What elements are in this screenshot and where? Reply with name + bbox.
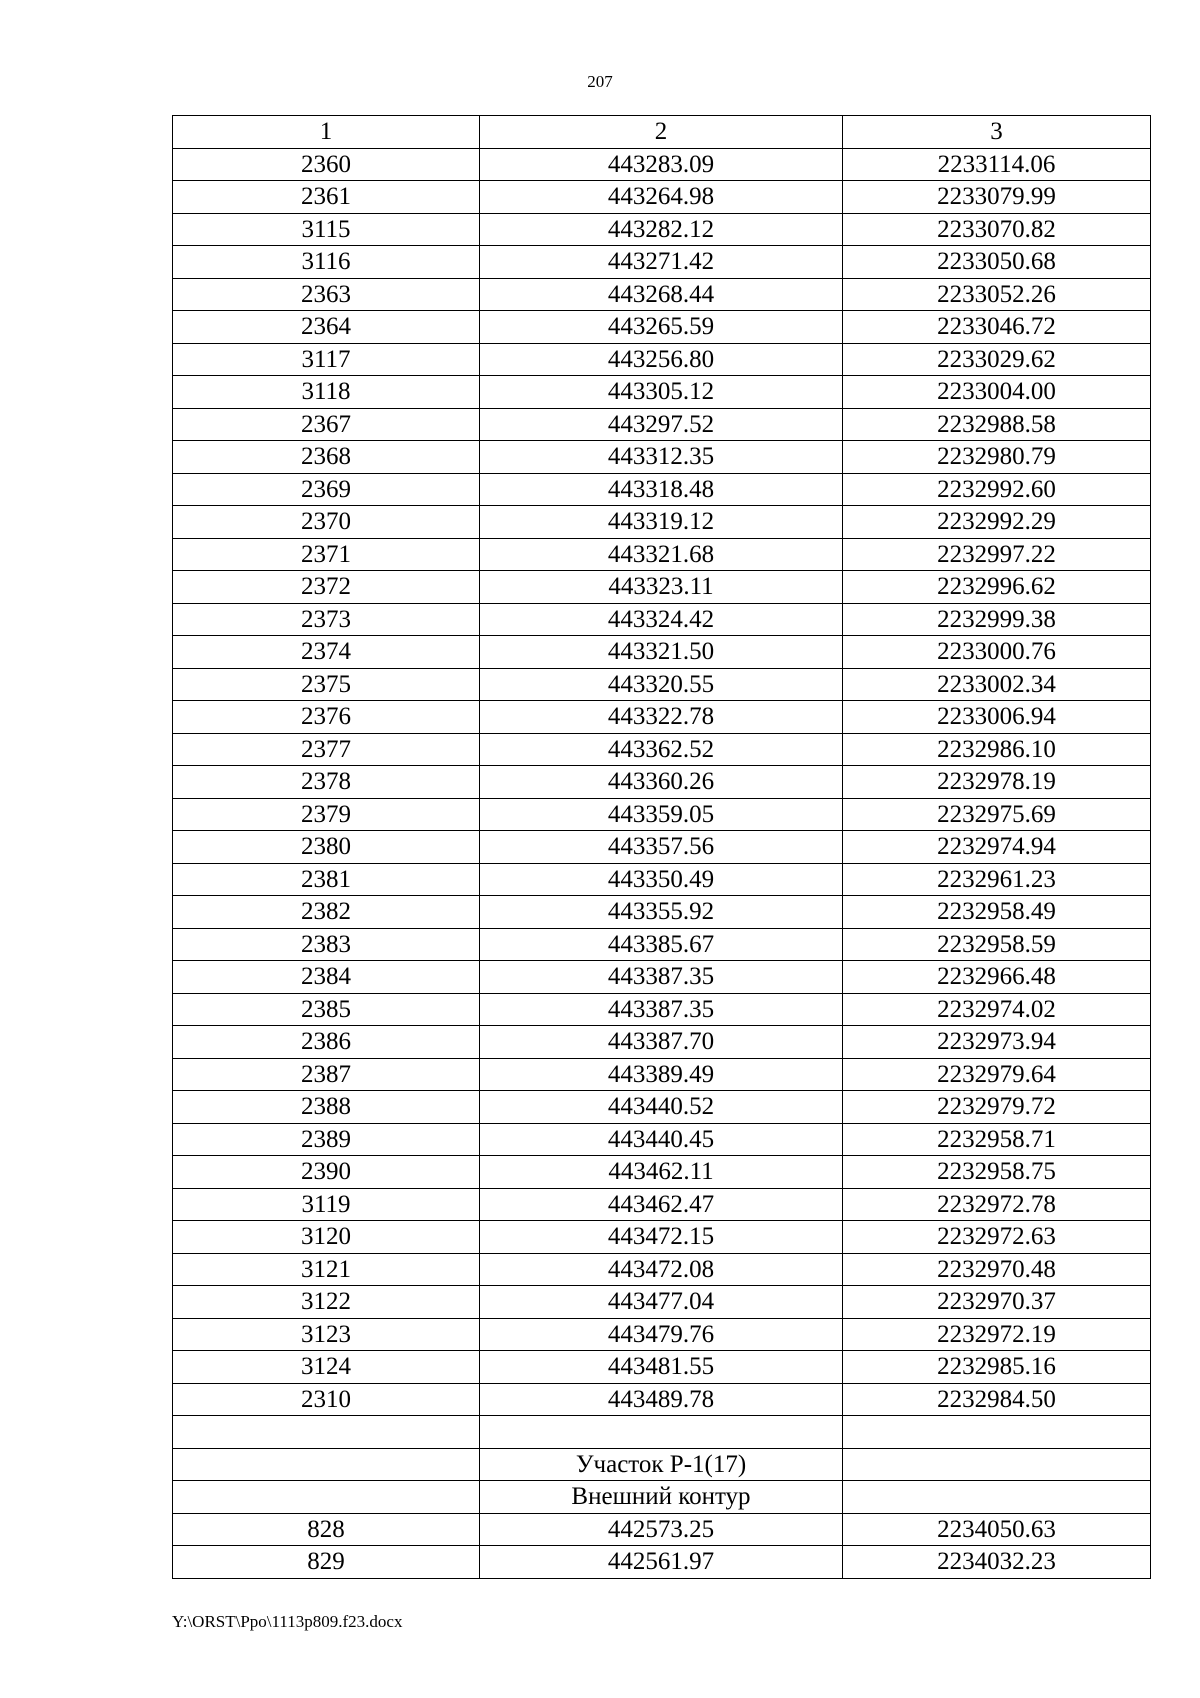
cell-y-coordinate: 2232966.48 [843,961,1151,994]
table-row [173,701,1151,734]
cell-y-coordinate: 2233052.26 [843,278,1151,311]
cell-y-coordinate: 2232988.58 [843,408,1151,441]
cell-x-coordinate: Внешний контур [480,1481,843,1514]
cell-point-number [173,1416,480,1449]
cell-x-coordinate: 443357.56 [480,831,843,864]
cell-y-coordinate: 2232992.60 [843,473,1151,506]
cell-point-number: 3124 [173,1351,480,1384]
table-row [173,473,1151,506]
cell-y-coordinate: 2232985.16 [843,1351,1151,1384]
cell-point-number: 3117 [173,343,480,376]
cell-point-number: 2380 [173,831,480,864]
cell-y-coordinate: 2233002.34 [843,668,1151,701]
table-row [173,1123,1151,1156]
cell-x-coordinate: 443324.42 [480,603,843,636]
cell-y-coordinate: 2233046.72 [843,311,1151,344]
cell-point-number: 3120 [173,1221,480,1254]
cell-y-coordinate: 2232958.59 [843,928,1151,961]
table-row [173,1091,1151,1124]
cell-y-coordinate: 2234050.63 [843,1513,1151,1546]
table-header-row [173,116,1151,149]
cell-x-coordinate [480,1416,843,1449]
cell-x-coordinate: 443271.42 [480,246,843,279]
cell-y-coordinate: 2232973.94 [843,1026,1151,1059]
cell-point-number: 2310 [173,1383,480,1416]
cell-x-coordinate: 443264.98 [480,181,843,214]
cell-y-coordinate: 2233000.76 [843,636,1151,669]
cell-y-coordinate: 2232996.62 [843,571,1151,604]
cell-point-number: 3115 [173,213,480,246]
cell-y-coordinate: 2232974.94 [843,831,1151,864]
cell-y-coordinate: 2232958.49 [843,896,1151,929]
cell-x-coordinate: 443323.11 [480,571,843,604]
cell-point-number: 3116 [173,246,480,279]
table-row [173,1188,1151,1221]
table-body [173,116,1151,1579]
cell-x-coordinate: 443440.52 [480,1091,843,1124]
table-row [173,831,1151,864]
table-row [173,766,1151,799]
cell-x-coordinate: 443283.09 [480,148,843,181]
cell-x-coordinate: 443359.05 [480,798,843,831]
cell-point-number: 828 [173,1513,480,1546]
table-row [173,961,1151,994]
table-row [173,993,1151,1026]
table-row [173,148,1151,181]
cell-point-number: 2361 [173,181,480,214]
cell-point-number: 2388 [173,1091,480,1124]
cell-point-number: 2385 [173,993,480,1026]
cell-x-coordinate: 443297.52 [480,408,843,441]
cell-point-number: 2374 [173,636,480,669]
cell-y-coordinate: 2232974.02 [843,993,1151,1026]
cell-point-number: 2383 [173,928,480,961]
cell-x-coordinate: 443321.50 [480,636,843,669]
cell-y-coordinate: 2232986.10 [843,733,1151,766]
cell-x-coordinate: 443320.55 [480,668,843,701]
cell-y-coordinate [843,1481,1151,1514]
table-row [173,246,1151,279]
cell-x-coordinate: 443305.12 [480,376,843,409]
cell-x-coordinate: 443282.12 [480,213,843,246]
cell-y-coordinate: 2232997.22 [843,538,1151,571]
cell-x-coordinate: 443319.12 [480,506,843,539]
cell-point-number: 2389 [173,1123,480,1156]
cell-y-coordinate: 2233006.94 [843,701,1151,734]
cell-y-coordinate: 2232958.75 [843,1156,1151,1189]
table-row [173,1416,1151,1449]
cell-y-coordinate: 2232979.64 [843,1058,1151,1091]
cell-x-coordinate: 443321.68 [480,538,843,571]
cell-x-coordinate: 443489.78 [480,1383,843,1416]
cell-y-coordinate: 2232999.38 [843,603,1151,636]
table-row [173,863,1151,896]
table-row [173,1286,1151,1319]
header-cell-y: 3 [843,116,1151,149]
table-row [173,1058,1151,1091]
cell-y-coordinate: 2232984.50 [843,1383,1151,1416]
cell-y-coordinate: 2233070.82 [843,213,1151,246]
cell-y-coordinate: 2232975.69 [843,798,1151,831]
cell-point-number [173,1448,480,1481]
coordinates-table [172,115,1151,1579]
cell-point-number: 2364 [173,311,480,344]
cell-y-coordinate: 2233029.62 [843,343,1151,376]
table-row [173,1318,1151,1351]
cell-x-coordinate: 443440.45 [480,1123,843,1156]
cell-point-number: 2376 [173,701,480,734]
cell-x-coordinate: 442561.97 [480,1546,843,1579]
cell-x-coordinate: 443472.08 [480,1253,843,1286]
cell-point-number: 2371 [173,538,480,571]
cell-x-coordinate: 443387.70 [480,1026,843,1059]
table-row [173,928,1151,961]
cell-point-number: 3118 [173,376,480,409]
cell-point-number: 2367 [173,408,480,441]
cell-x-coordinate: 443479.76 [480,1318,843,1351]
table-row [173,181,1151,214]
cell-y-coordinate: 2233079.99 [843,181,1151,214]
table-row [173,1383,1151,1416]
cell-point-number: 2370 [173,506,480,539]
table-row [173,506,1151,539]
cell-point-number: 2377 [173,733,480,766]
cell-y-coordinate: 2232970.37 [843,1286,1151,1319]
table-row [173,311,1151,344]
cell-point-number: 2387 [173,1058,480,1091]
cell-x-coordinate: 443462.11 [480,1156,843,1189]
cell-y-coordinate: 2233114.06 [843,148,1151,181]
cell-y-coordinate: 2232972.19 [843,1318,1151,1351]
cell-x-coordinate: 443350.49 [480,863,843,896]
table-row [173,1481,1151,1514]
cell-x-coordinate: 443362.52 [480,733,843,766]
cell-point-number: 2382 [173,896,480,929]
cell-y-coordinate [843,1448,1151,1481]
cell-point-number: 2375 [173,668,480,701]
cell-point-number: 2384 [173,961,480,994]
cell-point-number: 2381 [173,863,480,896]
table-row [173,1351,1151,1384]
table-row [173,1221,1151,1254]
table-row [173,213,1151,246]
cell-y-coordinate: 2232992.29 [843,506,1151,539]
cell-point-number: 829 [173,1546,480,1579]
cell-y-coordinate: 2232970.48 [843,1253,1151,1286]
cell-point-number: 2372 [173,571,480,604]
cell-y-coordinate: 2232980.79 [843,441,1151,474]
cell-point-number: 2373 [173,603,480,636]
cell-x-coordinate: Участок Р-1(17) [480,1448,843,1481]
cell-x-coordinate: 442573.25 [480,1513,843,1546]
table-row [173,798,1151,831]
table-row [173,1026,1151,1059]
cell-x-coordinate: 443462.47 [480,1188,843,1221]
cell-x-coordinate: 443387.35 [480,961,843,994]
cell-x-coordinate: 443389.49 [480,1058,843,1091]
cell-y-coordinate: 2232961.23 [843,863,1151,896]
table-row [173,1156,1151,1189]
cell-point-number: 2369 [173,473,480,506]
cell-y-coordinate: 2233050.68 [843,246,1151,279]
cell-y-coordinate: 2232978.19 [843,766,1151,799]
cell-point-number: 2360 [173,148,480,181]
cell-x-coordinate: 443385.67 [480,928,843,961]
cell-point-number: 2390 [173,1156,480,1189]
cell-x-coordinate: 443355.92 [480,896,843,929]
cell-x-coordinate: 443318.48 [480,473,843,506]
cell-x-coordinate: 443322.78 [480,701,843,734]
cell-point-number: 2379 [173,798,480,831]
header-cell-point: 1 [173,116,480,149]
cell-y-coordinate [843,1416,1151,1449]
cell-point-number: 3122 [173,1286,480,1319]
table-row [173,1448,1151,1481]
cell-x-coordinate: 443477.04 [480,1286,843,1319]
cell-point-number: 3119 [173,1188,480,1221]
cell-y-coordinate: 2234032.23 [843,1546,1151,1579]
table-row [173,571,1151,604]
table-row [173,733,1151,766]
footer-file-path: Y:\ORST\Ppo\1113p809.f23.docx [172,1612,403,1631]
table-row [173,408,1151,441]
cell-x-coordinate: 443360.26 [480,766,843,799]
cell-point-number: 2368 [173,441,480,474]
cell-x-coordinate: 443472.15 [480,1221,843,1254]
table-row [173,1253,1151,1286]
table-row [173,441,1151,474]
table-row [173,636,1151,669]
cell-x-coordinate: 443312.35 [480,441,843,474]
cell-x-coordinate: 443481.55 [480,1351,843,1384]
cell-x-coordinate: 443268.44 [480,278,843,311]
cell-point-number: 2363 [173,278,480,311]
table-row [173,668,1151,701]
cell-x-coordinate: 443387.35 [480,993,843,1026]
cell-x-coordinate: 443256.80 [480,343,843,376]
cell-y-coordinate: 2232972.63 [843,1221,1151,1254]
cell-point-number: 2386 [173,1026,480,1059]
table-row [173,1513,1151,1546]
table-row [173,376,1151,409]
table-row [173,343,1151,376]
cell-x-coordinate: 443265.59 [480,311,843,344]
table-row [173,603,1151,636]
table-row [173,896,1151,929]
table-row [173,1546,1151,1579]
cell-point-number: 2378 [173,766,480,799]
header-cell-x: 2 [480,116,843,149]
cell-point-number: 3123 [173,1318,480,1351]
page-number: 207 [587,72,613,91]
table-row [173,278,1151,311]
cell-point-number [173,1481,480,1514]
cell-y-coordinate: 2232972.78 [843,1188,1151,1221]
cell-point-number: 3121 [173,1253,480,1286]
cell-y-coordinate: 2232979.72 [843,1091,1151,1124]
table-row [173,538,1151,571]
cell-y-coordinate: 2233004.00 [843,376,1151,409]
cell-y-coordinate: 2232958.71 [843,1123,1151,1156]
